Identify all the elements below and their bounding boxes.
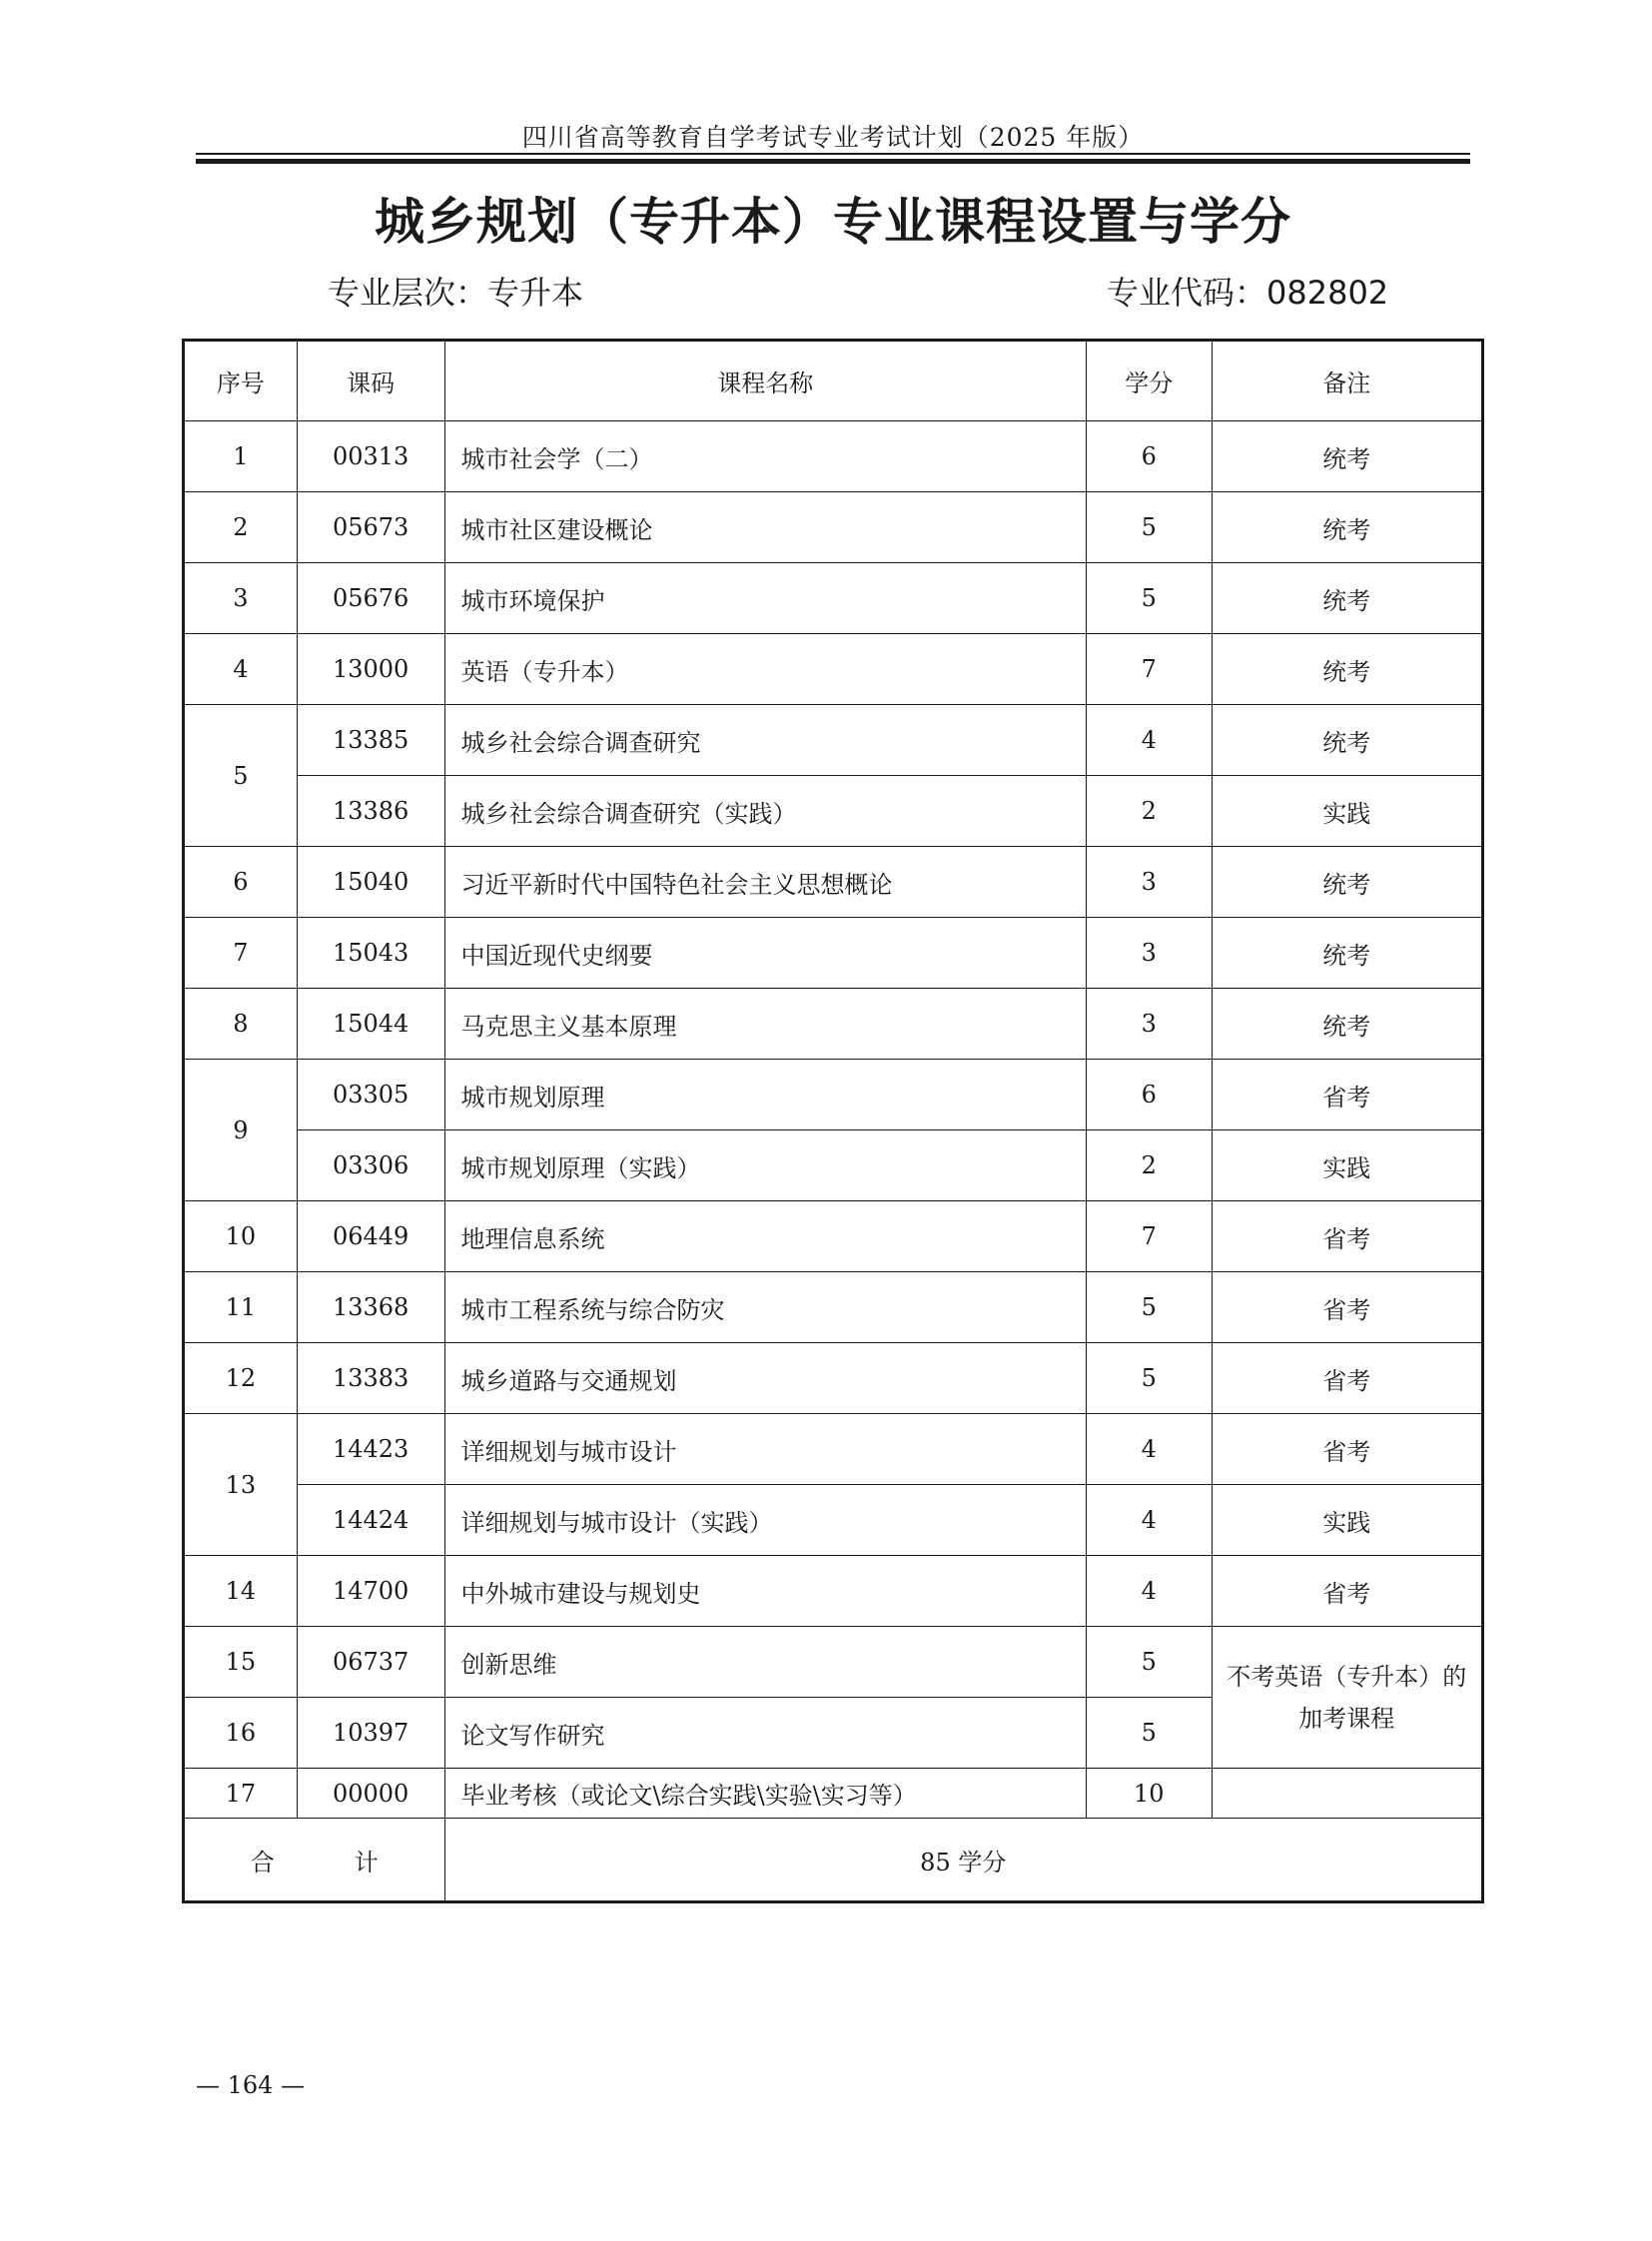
table-row: [184, 1060, 1483, 1130]
cell-name: 城市工程系统与综合防灾: [444, 1272, 1086, 1343]
cell-credit: 3: [1086, 918, 1212, 989]
cell-credit: 7: [1086, 1201, 1212, 1272]
header-rule-thin: [196, 153, 1470, 155]
total-row: [184, 1819, 1483, 1902]
page-title: 城乡规划（专升本）专业课程设置与学分: [375, 193, 1291, 251]
table-row: [184, 563, 1483, 634]
cell-name: 城市环境保护: [444, 563, 1086, 634]
cell-credit: 4: [1086, 1414, 1212, 1485]
cell-note: 实践: [1212, 776, 1482, 847]
cell-name: 中外城市建设与规划史: [444, 1556, 1086, 1627]
cell-no: 14: [184, 1556, 298, 1627]
cell-code: 15040: [297, 847, 444, 918]
cell-note: 省考: [1212, 1272, 1482, 1343]
cell-code: 14700: [297, 1556, 444, 1627]
cell-no: 10: [184, 1201, 298, 1272]
cell-name: 城市规划原理（实践）: [444, 1130, 1086, 1201]
cell-credit: 4: [1086, 705, 1212, 776]
cell-code: 03305: [297, 1060, 444, 1130]
cell-credit: 7: [1086, 634, 1212, 705]
cell-name: 马克思主义基本原理: [444, 989, 1086, 1060]
table-header-row: [184, 341, 1483, 421]
major-code: 专业代码：082802: [1107, 274, 1389, 312]
table-row: [184, 421, 1483, 492]
table-row: [184, 847, 1483, 918]
cell-code: 03306: [297, 1130, 444, 1201]
cell-note: 统考: [1212, 563, 1482, 634]
total-value: 85 学分: [444, 1819, 1482, 1902]
cell-credit: 10: [1086, 1769, 1212, 1819]
cell-note: 省考: [1212, 1343, 1482, 1414]
cell-name: 毕业考核（或论文\综合实践\实验\实习等）: [444, 1769, 1086, 1819]
table-row: [184, 989, 1483, 1060]
cell-name: 城乡社会综合调查研究: [444, 705, 1086, 776]
table-row: [184, 1485, 1483, 1556]
cell-credit: 2: [1086, 1130, 1212, 1201]
cell-code: 05673: [297, 492, 444, 563]
cell-name: 城市社会学（二）: [444, 421, 1086, 492]
course-table: [182, 339, 1484, 1903]
cell-credit: 5: [1086, 492, 1212, 563]
total-label-a: 合: [250, 1848, 275, 1876]
cell-name: 创新思维: [444, 1627, 1086, 1698]
cell-credit: 5: [1086, 563, 1212, 634]
extra-note-line-2: 加考课程: [1298, 1704, 1395, 1733]
cell-note: 统考: [1212, 918, 1482, 989]
cell-code: 13386: [297, 776, 444, 847]
cell-note: 统考: [1212, 705, 1482, 776]
cell-name: 地理信息系统: [444, 1201, 1086, 1272]
header-note: 备注: [1212, 341, 1482, 421]
table-row: [184, 634, 1483, 705]
cell-credit: 3: [1086, 847, 1212, 918]
header-code: 课码: [297, 341, 444, 421]
table-row: [184, 1627, 1483, 1698]
cell-name: 论文写作研究: [444, 1698, 1086, 1769]
extra-note-line-1: 不考英语（专升本）的: [1227, 1662, 1467, 1691]
cell-code: 13385: [297, 705, 444, 776]
table-row: [184, 1414, 1483, 1485]
cell-note: 省考: [1212, 1556, 1482, 1627]
cell-no: 7: [184, 918, 298, 989]
cell-name: 英语（专升本）: [444, 634, 1086, 705]
cell-note: 省考: [1212, 1201, 1482, 1272]
cell-code: 13000: [297, 634, 444, 705]
cell-no: 13: [184, 1414, 298, 1556]
running-head: 四川省高等教育自学考试专业考试计划（2025 年版）: [521, 123, 1145, 152]
total-label: [184, 1819, 445, 1902]
cell-credit: 4: [1086, 1556, 1212, 1627]
cell-code: 00313: [297, 421, 444, 492]
cell-credit: 5: [1086, 1698, 1212, 1769]
cell-credit: 5: [1086, 1627, 1212, 1698]
cell-no: 11: [184, 1272, 298, 1343]
cell-no: 9: [184, 1060, 298, 1201]
cell-code: 15043: [297, 918, 444, 989]
cell-code: 00000: [297, 1769, 444, 1819]
header-rule-thick: [196, 159, 1470, 164]
cell-code: 13383: [297, 1343, 444, 1414]
cell-no: 17: [184, 1769, 298, 1819]
cell-code: 05676: [297, 563, 444, 634]
cell-name: 习近平新时代中国特色社会主义思想概论: [444, 847, 1086, 918]
cell-code: 06737: [297, 1627, 444, 1698]
total-label-b: 计: [354, 1848, 379, 1876]
cell-code: 14423: [297, 1414, 444, 1485]
cell-name: 中国近现代史纲要: [444, 918, 1086, 989]
table-row: [184, 1556, 1483, 1627]
cell-name: 城乡道路与交通规划: [444, 1343, 1086, 1414]
cell-code: 10397: [297, 1698, 444, 1769]
header-name: 课程名称: [444, 341, 1086, 421]
cell-no: 15: [184, 1627, 298, 1698]
cell-no: 5: [184, 705, 298, 847]
table-row: [184, 1769, 1483, 1819]
cell-name: 详细规划与城市设计（实践）: [444, 1485, 1086, 1556]
cell-no: 2: [184, 492, 298, 563]
table-row: [184, 776, 1483, 847]
header-credit: 学分: [1086, 341, 1212, 421]
table-row: [184, 1343, 1483, 1414]
cell-note: 省考: [1212, 1060, 1482, 1130]
cell-credit: 5: [1086, 1343, 1212, 1414]
cell-note: 统考: [1212, 634, 1482, 705]
cell-note: 实践: [1212, 1130, 1482, 1201]
table-row: [184, 492, 1483, 563]
cell-no: 4: [184, 634, 298, 705]
cell-code: 06449: [297, 1201, 444, 1272]
cell-no: 8: [184, 989, 298, 1060]
major-level: 专业层次：专升本: [328, 274, 584, 312]
table-row: [184, 1272, 1483, 1343]
cell-no: 12: [184, 1343, 298, 1414]
cell-name: 城市规划原理: [444, 1060, 1086, 1130]
cell-no: 1: [184, 421, 298, 492]
table-row: [184, 1130, 1483, 1201]
cell-code: 13368: [297, 1272, 444, 1343]
header-no: 序号: [184, 341, 298, 421]
cell-note: 省考: [1212, 1414, 1482, 1485]
cell-note: 统考: [1212, 421, 1482, 492]
cell-credit: 2: [1086, 776, 1212, 847]
cell-note: 实践: [1212, 1485, 1482, 1556]
cell-name: 城乡社会综合调查研究（实践）: [444, 776, 1086, 847]
cell-credit: 4: [1086, 1485, 1212, 1556]
cell-name: 城市社区建设概论: [444, 492, 1086, 563]
cell-credit: 3: [1086, 989, 1212, 1060]
page-number: — 164 —: [196, 2071, 306, 2099]
cell-name: 详细规划与城市设计: [444, 1414, 1086, 1485]
cell-no: 16: [184, 1698, 298, 1769]
cell-code: 15044: [297, 989, 444, 1060]
cell-note: 统考: [1212, 989, 1482, 1060]
table-row: [184, 705, 1483, 776]
table-row: [184, 918, 1483, 989]
cell-credit: 5: [1086, 1272, 1212, 1343]
cell-credit: 6: [1086, 1060, 1212, 1130]
cell-credit: 6: [1086, 421, 1212, 492]
cell-note: 统考: [1212, 847, 1482, 918]
cell-note: [1212, 1769, 1482, 1819]
cell-note: 统考: [1212, 492, 1482, 563]
table-row: [184, 1201, 1483, 1272]
cell-code: 14424: [297, 1485, 444, 1556]
cell-no: 3: [184, 563, 298, 634]
cell-no: 6: [184, 847, 298, 918]
cell-note-extra-courses: [1212, 1627, 1482, 1769]
